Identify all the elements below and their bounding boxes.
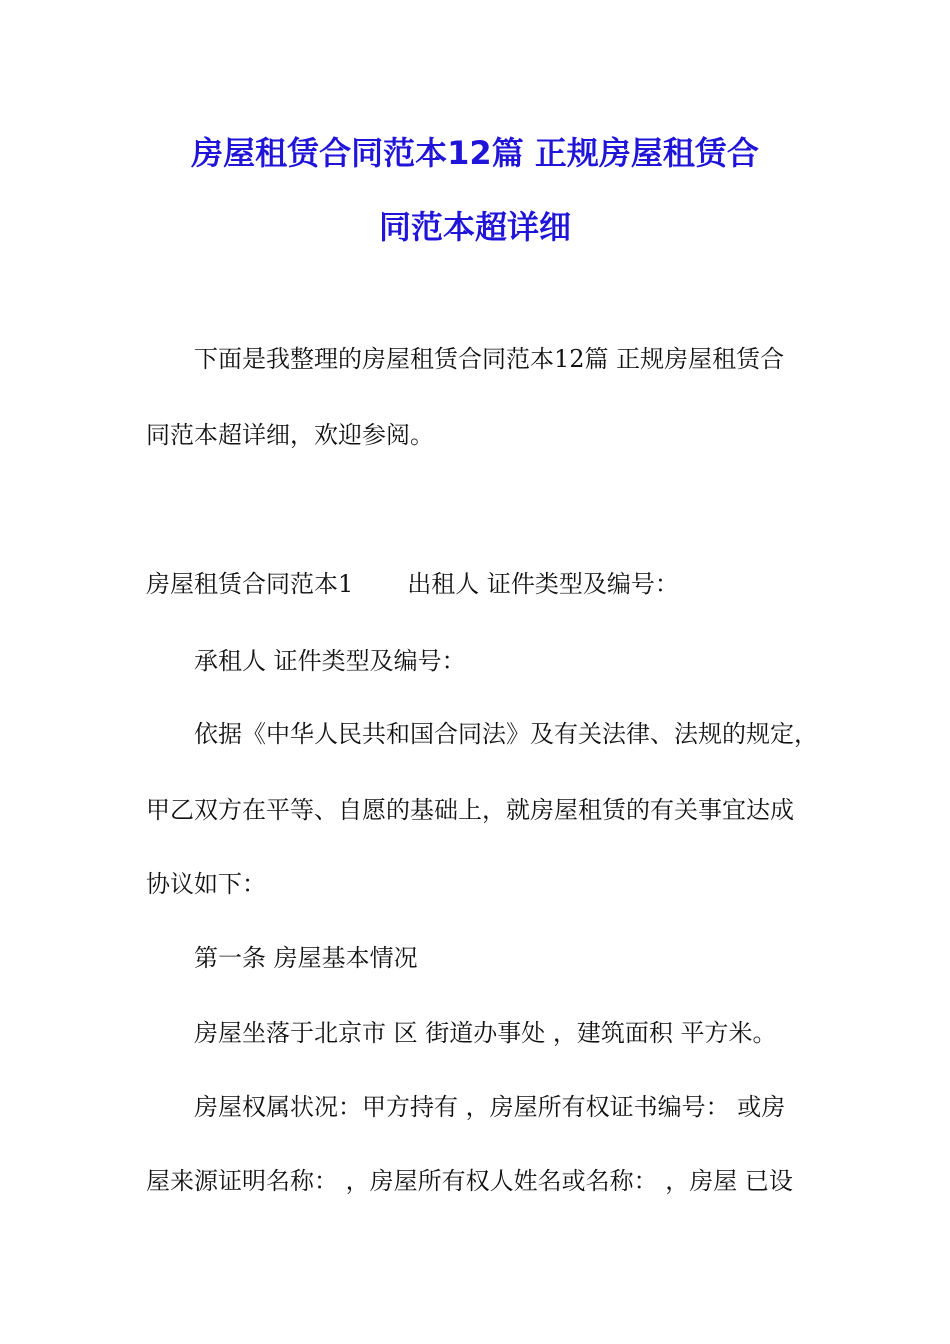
lessor-line: 出租人 证件类型及编号： xyxy=(407,570,679,598)
ownership-line-2: 屋来源证明名称： ，房屋所有权人姓名或名称： ，房屋 已设 xyxy=(146,1167,793,1195)
ownership-line-1: 房屋权属状况：甲方持有 ，房屋所有权证书编号： 或房 xyxy=(194,1093,786,1121)
intro-line-1: 下面是我整理的房屋租赁合同范本12篇 正规房屋租赁合 xyxy=(194,345,785,373)
document-title-line-1: 房屋租赁合同范本12篇 正规房屋租赁合 xyxy=(191,134,759,172)
lessee-line: 承租人 证件类型及编号： xyxy=(194,647,466,675)
basis-line-1: 依据《中华人民共和国合同法》及有关法律、法规的规定， xyxy=(194,720,818,748)
intro-line-2: 同范本超详细，欢迎参阅。 xyxy=(146,421,434,449)
location-line: 房屋坐落于北京市 区 街道办事处 ，建筑面积 平方米。 xyxy=(194,1019,777,1047)
section-label: 房屋租赁合同范本1 xyxy=(146,570,354,598)
document-title-line-2: 同范本超详细 xyxy=(378,208,571,246)
basis-line-2: 甲乙双方在平等、自愿的基础上，就房屋租赁的有关事宜达成 xyxy=(146,796,794,824)
article-1-heading: 第一条 房屋基本情况 xyxy=(194,944,418,972)
section-header-row xyxy=(146,568,679,600)
basis-line-3: 协议如下： xyxy=(146,870,266,898)
